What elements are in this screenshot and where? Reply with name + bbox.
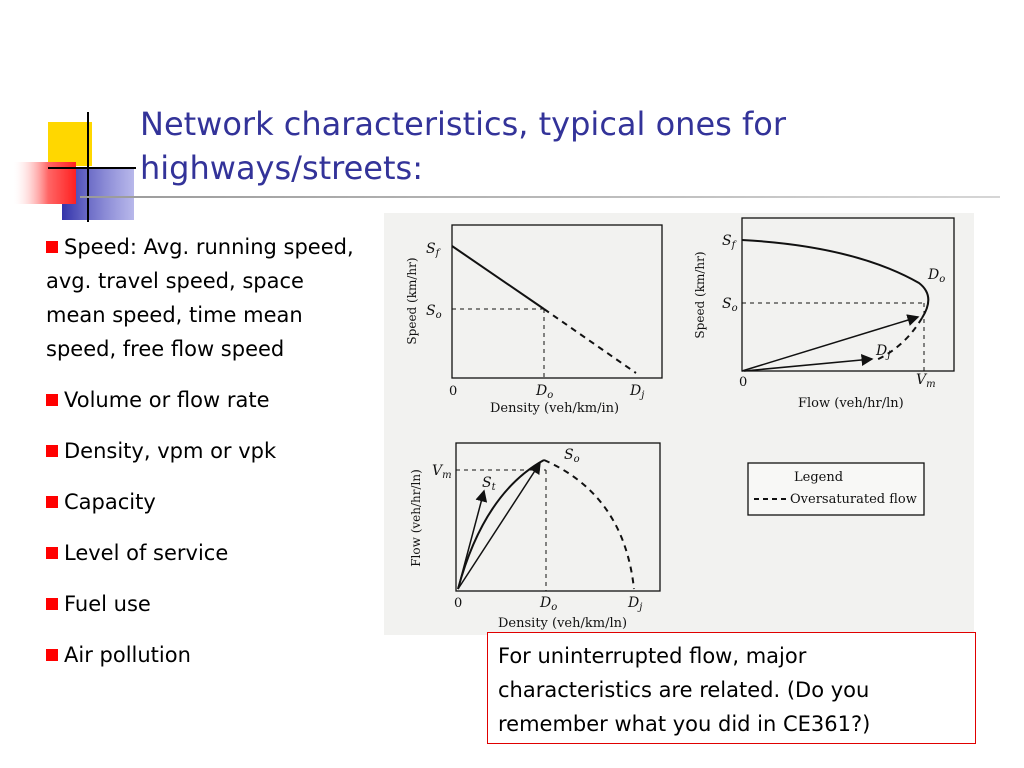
bullet-item (46, 434, 366, 468)
bullet-square-icon (46, 496, 58, 508)
x-axis-label: Flow (veh/hr/ln) (798, 396, 904, 411)
slide-decoration (0, 0, 140, 225)
origin-label: 0 (449, 384, 458, 399)
sf-label: $S_f$ (426, 241, 440, 259)
sf-label: $S_f$ (722, 233, 736, 251)
slide-title: Network characteristics, typical ones for highways/streets: (140, 105, 786, 187)
legend (748, 463, 924, 515)
bullet-square-icon (46, 649, 58, 661)
speed-flow-plot (693, 218, 954, 411)
speed-flow-curve (742, 240, 928, 318)
x-axis-label: Density (veh/km/in) (490, 401, 620, 416)
plot-frame (742, 218, 954, 371)
bullet-text: Volume or flow rate (64, 388, 270, 412)
bullet-square-icon (46, 394, 58, 406)
origin-label: 0 (739, 375, 748, 390)
dj-label: $D_j$ (630, 383, 645, 401)
y-axis-label: Speed (km/hr) (693, 251, 707, 339)
do-label: $D_o$ (540, 595, 558, 613)
so-ray (458, 463, 540, 589)
so-label: $S_o$ (722, 296, 738, 314)
bullet-square-icon (46, 547, 58, 559)
bullet-item (46, 536, 366, 570)
bullet-text: Fuel use (64, 592, 151, 616)
bullet-list (46, 230, 366, 689)
do-label: $D_o$ (536, 383, 554, 401)
vm-label: $V_m$ (432, 463, 452, 481)
bullet-item (46, 230, 366, 366)
yellow-square (48, 122, 92, 166)
st-label: $S_t$ (482, 475, 496, 493)
bullet-item (46, 638, 366, 672)
bullet-text: Capacity (64, 490, 156, 514)
so-label: $S_o$ (426, 303, 442, 321)
traffic-diagrams-figure (384, 213, 974, 635)
so-label: $S_o$ (564, 447, 580, 465)
legend-title: Legend (794, 470, 844, 485)
origin-label: 0 (454, 596, 463, 611)
flow-density-oversat-curve (544, 460, 634, 589)
bullet-item (46, 587, 366, 621)
do-label: $D_o$ (928, 267, 946, 285)
bullet-text: Level of service (64, 541, 229, 565)
title-rule (80, 196, 1000, 198)
dj-label: $D_j$ (628, 595, 643, 613)
plot-frame (452, 225, 662, 378)
bullet-square-icon (46, 241, 58, 253)
y-axis-label: Speed (km/hr) (405, 257, 419, 345)
bullet-text: Speed: Avg. running speed, avg. travel speed, space mean speed, time mean speed, free flow speed (46, 235, 354, 361)
y-axis-label: Flow (veh/hr/ln) (409, 469, 423, 567)
bullet-square-icon (46, 445, 58, 457)
vm-label: $V_m$ (916, 372, 936, 390)
bullet-text: Density, vpm or vpk (64, 439, 277, 463)
bullet-square-icon (46, 598, 58, 610)
traffic-diagrams-svg (384, 213, 974, 635)
legend-item: Oversaturated flow (790, 492, 917, 507)
speed-density-line (452, 246, 544, 309)
bullet-item (46, 383, 366, 417)
x-axis-label: Density (veh/km/ln) (498, 616, 628, 631)
speed-density-oversat-line (544, 309, 636, 373)
note-box: For uninterrupted flow, major characteristics are related. (Do you remember what you did in CE361?) (487, 632, 976, 744)
st-ray (458, 491, 484, 589)
bullet-item (46, 485, 366, 519)
flow-density-plot (409, 443, 660, 631)
dj-label: $D_j$ (876, 343, 891, 361)
speed-density-plot (405, 225, 662, 416)
bullet-text: Air pollution (64, 643, 191, 667)
